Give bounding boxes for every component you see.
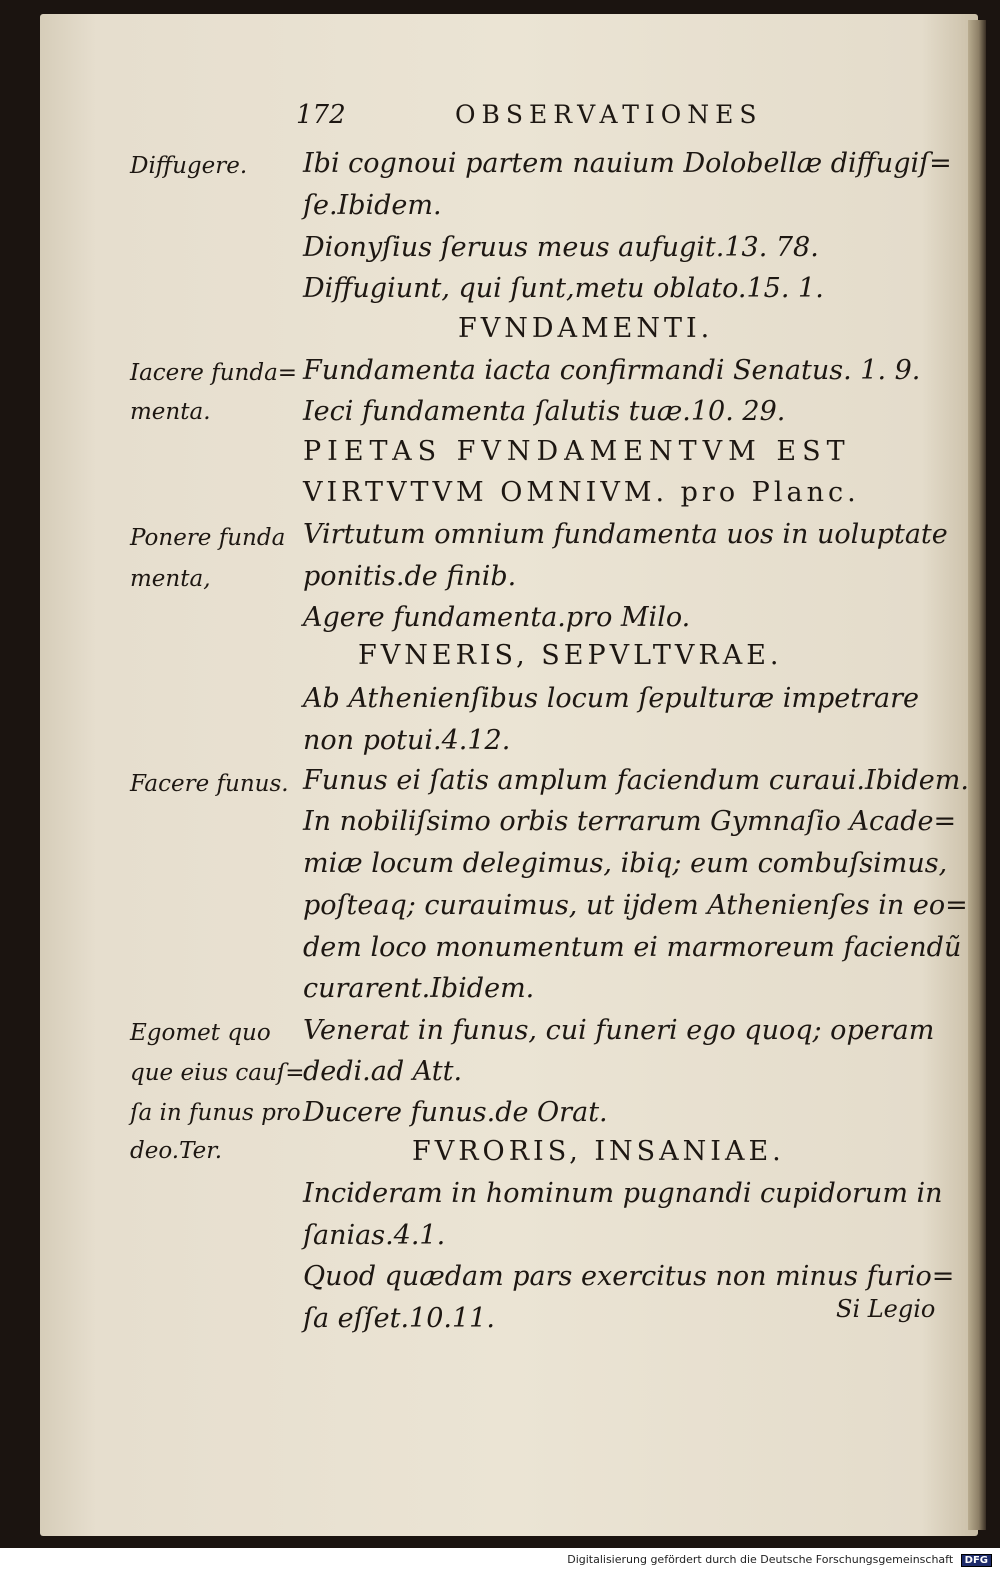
text-line: Fundamenta iacta confirmandi Senatus. 1. 9. <box>303 355 921 386</box>
text-line: Agere fundamenta.pro Milo. <box>303 602 691 633</box>
section-heading: FVRORIS, INSANIAE. <box>412 1136 785 1167</box>
margin-note: menta, <box>130 566 211 592</box>
text-line: In nobiliſsimo orbis terrarum Gymnaſio Acade= <box>303 806 957 837</box>
text-line: Virtutum omnium fundamenta uos in uoluptate <box>303 519 948 550</box>
margin-note: Egomet quo <box>130 1020 271 1046</box>
text-line: Ieci fundamenta ſalutis tuæ.10. 29. <box>303 396 786 427</box>
margin-note: que eius cauſ= <box>130 1060 305 1086</box>
text-line: Dionyſius ſeruus meus aufugit.13. 78. <box>303 232 819 263</box>
page-edge <box>968 20 986 1530</box>
text-line: ſa eſſet.10.11. <box>303 1303 495 1334</box>
text-line: Diffugiunt, qui ſunt,metu oblato.15. 1. <box>303 273 824 304</box>
text-line: PIETAS FVNDAMENTVM EST <box>303 436 851 467</box>
margin-note: menta. <box>130 399 211 425</box>
section-heading: FVNDAMENTI. <box>458 313 714 344</box>
margin-note: Ponere funda <box>130 525 286 551</box>
text-line: VIRTVTVM OMNIVM. pro Planc. <box>303 477 860 508</box>
text-line: Ab Athenienſibus locum ſepulturæ impetrare <box>303 683 919 714</box>
margin-note: Diffugere. <box>130 153 248 179</box>
text-line: miæ locum delegimus, ibiq; eum combuſsimus, <box>303 848 948 879</box>
text-line: Funus ei ſatis amplum faciendum curaui.Ibidem. <box>303 765 969 796</box>
text-line: dedi.ad Att. <box>303 1056 463 1087</box>
text-line: ponitis.de finib. <box>303 561 517 592</box>
page-header <box>0 100 1000 136</box>
text-line: Ibi cognoui partem nauium Dolobellæ diffugiſ= <box>303 148 952 179</box>
text-line: non potui.4.12. <box>303 725 511 756</box>
text-line: Venerat in funus, cui funeri ego quoq; operam <box>303 1015 935 1046</box>
margin-note: Iacere funda= <box>130 360 298 386</box>
margin-note: ſa in funus pro <box>130 1100 301 1126</box>
running-title: OBSERVATIONES <box>455 100 763 129</box>
section-heading: FVNERIS, SEPVLTVRAE. <box>358 640 783 671</box>
digitization-footer <box>567 1553 992 1567</box>
catchword: Si Legio <box>836 1295 936 1323</box>
margin-note: deo.Ter. <box>130 1138 223 1164</box>
text-line: Quod quædam pars exercitus non minus furio= <box>303 1261 955 1292</box>
footer-text: Digitalisierung gefördert durch die Deutsche Forschungsgemeinschaft <box>567 1553 954 1566</box>
text-line: poſteaq; curauimus, ut ijdem Athenienſes in eo= <box>303 890 968 921</box>
text-line: ſe.Ibidem. <box>303 190 442 221</box>
text-line: curarent.Ibidem. <box>303 973 535 1004</box>
text-line: Ducere funus.de Orat. <box>303 1097 608 1128</box>
text-line: ſanias.4.1. <box>303 1220 446 1251</box>
text-line: dem loco monumentum ei marmoreum faciendũ <box>303 932 962 963</box>
dfg-logo: DFG <box>961 1554 992 1567</box>
margin-note: Facere funus. <box>130 771 289 797</box>
page-number: 172 <box>296 100 346 130</box>
text-line: Incideram in hominum pugnandi cupidorum in <box>303 1178 943 1209</box>
